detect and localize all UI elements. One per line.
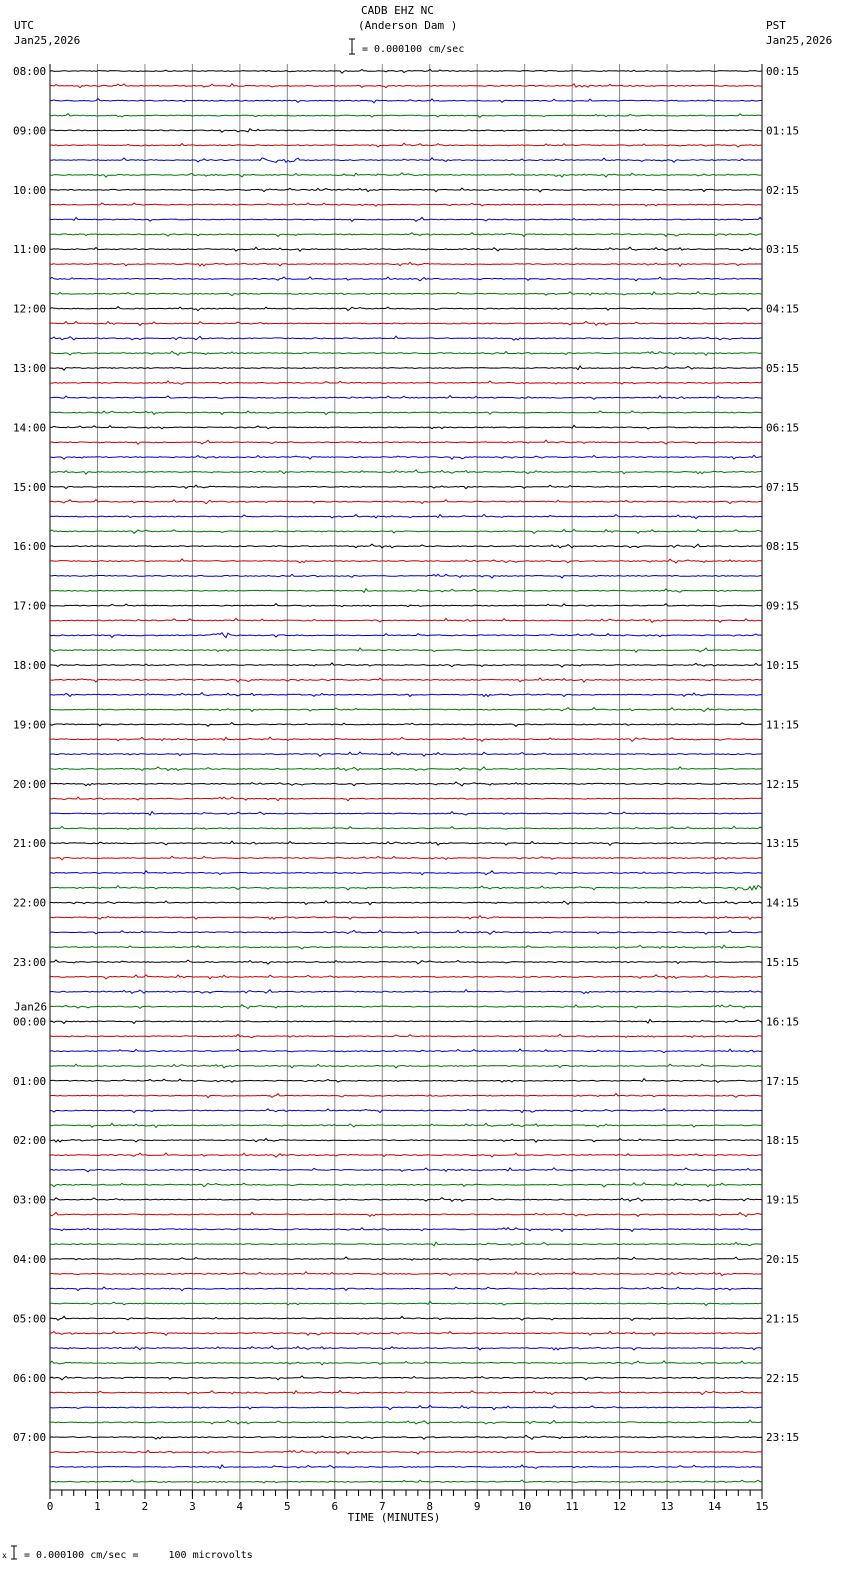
trace-row (50, 143, 762, 147)
pst-hour-label: 02:15 (766, 183, 800, 197)
trace-row (50, 544, 762, 548)
utc-hour-label: 07:00 (13, 1431, 47, 1445)
x-tick-label: 3 (189, 1500, 196, 1513)
trace-row (50, 351, 762, 355)
pst-hour-label: 11:15 (766, 718, 800, 732)
trace-row (50, 708, 762, 712)
trace-row (50, 1183, 762, 1187)
x-tick-label: 2 (141, 1500, 149, 1513)
trace-row (50, 1034, 762, 1037)
footer-scale-bar-icon (10, 1545, 18, 1561)
pst-hour-label: 18:15 (766, 1134, 800, 1148)
pst-hour-label: 16:15 (766, 1015, 800, 1029)
utc-hour-label: 10:00 (13, 183, 47, 197)
utc-hour-label: 00:00 (13, 1015, 47, 1029)
trace-row (50, 396, 762, 400)
station-name: CADB EHZ NC (361, 4, 434, 17)
trace-row (50, 277, 762, 281)
trace-row (50, 1139, 762, 1143)
trace-row (50, 1123, 762, 1127)
utc-hour-label: 06:00 (13, 1371, 47, 1385)
pst-hour-label: 22:15 (766, 1371, 800, 1385)
trace-row (50, 188, 762, 192)
trace-row (50, 1406, 762, 1410)
pst-hour-label: 14:15 (766, 896, 800, 910)
trace-row (50, 1435, 762, 1439)
trace-row (50, 885, 762, 890)
trace-row (50, 1480, 762, 1483)
trace-row (50, 1465, 762, 1469)
pst-hour-label: 20:15 (766, 1253, 800, 1266)
trace-row (50, 440, 762, 444)
utc-hour-label: 19:00 (13, 718, 47, 732)
trace-row (50, 960, 762, 964)
x-tick-label: 10 (518, 1500, 532, 1513)
pst-zone-label: PST (766, 19, 786, 32)
x-tick-label: 14 (707, 1500, 722, 1513)
trace-row (50, 1153, 762, 1157)
date-change-label: Jan26 (14, 1000, 48, 1014)
trace-row (50, 693, 762, 697)
trace-row (50, 841, 762, 845)
utc-hour-label: 15:00 (13, 480, 47, 494)
utc-hour-label: 21:00 (13, 837, 47, 851)
utc-hour-label: 16:00 (13, 540, 47, 554)
x-axis-label: TIME (MINUTES) (347, 1511, 441, 1524)
trace-row (50, 1198, 762, 1202)
trace-row (50, 826, 762, 829)
trace-row (50, 1287, 762, 1291)
trace-row (50, 1064, 762, 1068)
trace-row (50, 1346, 762, 1350)
utc-hour-label: 22:00 (13, 896, 47, 910)
trace-row (50, 737, 762, 741)
pst-hour-label: 05:15 (766, 362, 800, 375)
trace-row (50, 514, 762, 518)
trace-row (50, 1168, 762, 1172)
trace-row (50, 1331, 762, 1335)
trace-row (50, 1094, 762, 1098)
utc-hour-label: 08:00 (13, 65, 47, 78)
footer-scale-prefix: x (2, 1551, 7, 1560)
trace-row (50, 782, 762, 786)
x-tick-label: 13 (660, 1500, 674, 1513)
trace-row (50, 559, 762, 563)
trace-row (50, 797, 762, 801)
trace-row (50, 1272, 762, 1276)
trace-row (50, 173, 762, 177)
scale-label: = 0.000100 cm/sec (362, 44, 465, 55)
pst-hour-label: 13:15 (766, 837, 800, 851)
trace-row (50, 1109, 762, 1113)
trace-row (50, 470, 762, 474)
x-tick-label: 5 (284, 1500, 291, 1513)
x-tick-label: 12 (612, 1500, 627, 1513)
trace-row (50, 262, 762, 266)
utc-hour-label: 14:00 (13, 421, 47, 435)
trace-row (50, 812, 762, 816)
utc-hour-label: 13:00 (13, 362, 47, 375)
pst-hour-label: 09:15 (766, 599, 800, 613)
trace-row (50, 84, 762, 88)
trace-row (50, 292, 762, 296)
utc-hour-label: 05:00 (13, 1312, 47, 1326)
station-location: (Anderson Dam ) (358, 19, 458, 32)
utc-hour-label: 02:00 (13, 1134, 47, 1148)
pst-hour-label: 03:15 (766, 243, 800, 257)
pst-hour-label: 10:15 (766, 659, 800, 672)
utc-hour-label: 01:00 (13, 1074, 47, 1088)
trace-row (50, 114, 762, 118)
trace-row (50, 1212, 762, 1216)
trace-row (50, 366, 762, 370)
pst-hour-label: 06:15 (766, 421, 800, 435)
trace-row (50, 99, 762, 103)
trace-row (50, 1391, 762, 1395)
x-tick-label: 9 (473, 1500, 481, 1513)
trace-row (50, 411, 762, 415)
trace-row (50, 247, 762, 251)
trace-row (50, 975, 762, 979)
pst-hour-label: 01:15 (766, 124, 800, 138)
footer-scale-label: = 0.000100 cm/sec = 100 microvolts (24, 1550, 253, 1561)
x-tick-label: 1 (94, 1500, 101, 1513)
x-tick-label: 6 (331, 1500, 339, 1513)
trace-row (50, 871, 762, 875)
trace-row (50, 485, 762, 489)
trace-row (50, 1420, 762, 1424)
trace-row (50, 69, 762, 73)
trace-row (50, 307, 762, 311)
trace-row (50, 425, 762, 429)
utc-hour-label: 04:00 (13, 1253, 47, 1266)
utc-hour-label: 11:00 (13, 243, 47, 257)
trace-row (50, 1316, 762, 1320)
trace-row (50, 1376, 762, 1380)
utc-hour-label: 12:00 (13, 302, 47, 316)
trace-row (50, 129, 762, 133)
trace-row (50, 752, 762, 756)
x-tick-label: 7 (378, 1500, 386, 1513)
pst-date-label: Jan25,2026 (766, 34, 833, 47)
trace-row (50, 1257, 762, 1260)
trace-row (50, 767, 762, 771)
pst-hour-label: 08:15 (766, 540, 800, 554)
trace-row (50, 618, 762, 622)
trace-row (50, 381, 762, 384)
pst-hour-label: 15:15 (766, 956, 800, 969)
trace-row (50, 158, 762, 163)
trace-row (50, 1450, 762, 1454)
trace-row (50, 1361, 762, 1365)
trace-row (50, 529, 762, 533)
trace-row (50, 604, 762, 607)
trace-row (50, 217, 762, 221)
utc-zone-label: UTC (14, 19, 34, 32)
x-tick-label: 0 (46, 1500, 54, 1513)
utc-hour-label: 17:00 (13, 599, 47, 613)
utc-hour-label: 18:00 (13, 659, 47, 672)
trace-row (50, 1005, 762, 1009)
pst-hour-label: 04:15 (766, 302, 800, 316)
pst-hour-label: 17:15 (766, 1074, 800, 1088)
trace-row (50, 1079, 762, 1083)
x-tick-label: 15 (755, 1500, 769, 1513)
utc-date-label: Jan25,2026 (14, 34, 81, 47)
pst-hour-label: 21:15 (766, 1312, 800, 1326)
trace-row (50, 856, 762, 860)
pst-hour-label: 12:15 (766, 777, 800, 791)
trace-row (50, 990, 762, 994)
pst-hour-label: 23:15 (766, 1431, 800, 1445)
trace-row (50, 945, 762, 949)
trace-row (50, 1049, 762, 1053)
trace-row (50, 589, 762, 593)
trace-row (50, 1242, 762, 1246)
trace-row (50, 574, 762, 578)
utc-hour-label: 23:00 (13, 956, 47, 969)
utc-hour-label: 09:00 (13, 124, 47, 138)
trace-row (50, 901, 762, 905)
x-tick-label: 4 (236, 1500, 244, 1513)
trace-row (50, 633, 762, 638)
x-tick-label: 11 (565, 1500, 579, 1513)
trace-row (50, 455, 762, 459)
trace-row (50, 678, 762, 682)
trace-row (50, 321, 762, 325)
trace-row (50, 233, 762, 237)
utc-hour-label: 03:00 (13, 1193, 47, 1207)
trace-row (50, 648, 762, 652)
trace-row (50, 1019, 762, 1023)
pst-hour-label: 19:15 (766, 1193, 800, 1207)
trace-row (50, 500, 762, 504)
trace-row (50, 1301, 762, 1305)
x-tick-label: 8 (426, 1500, 434, 1513)
trace-row (50, 1228, 762, 1232)
trace-row (50, 203, 762, 206)
utc-hour-label: 20:00 (13, 777, 47, 791)
pst-hour-label: 00:15 (766, 65, 800, 78)
trace-row (50, 663, 762, 667)
trace-row (50, 336, 762, 340)
trace-row (50, 723, 762, 727)
pst-hour-label: 07:15 (766, 480, 800, 494)
trace-row (50, 930, 762, 934)
trace-row (50, 916, 762, 920)
